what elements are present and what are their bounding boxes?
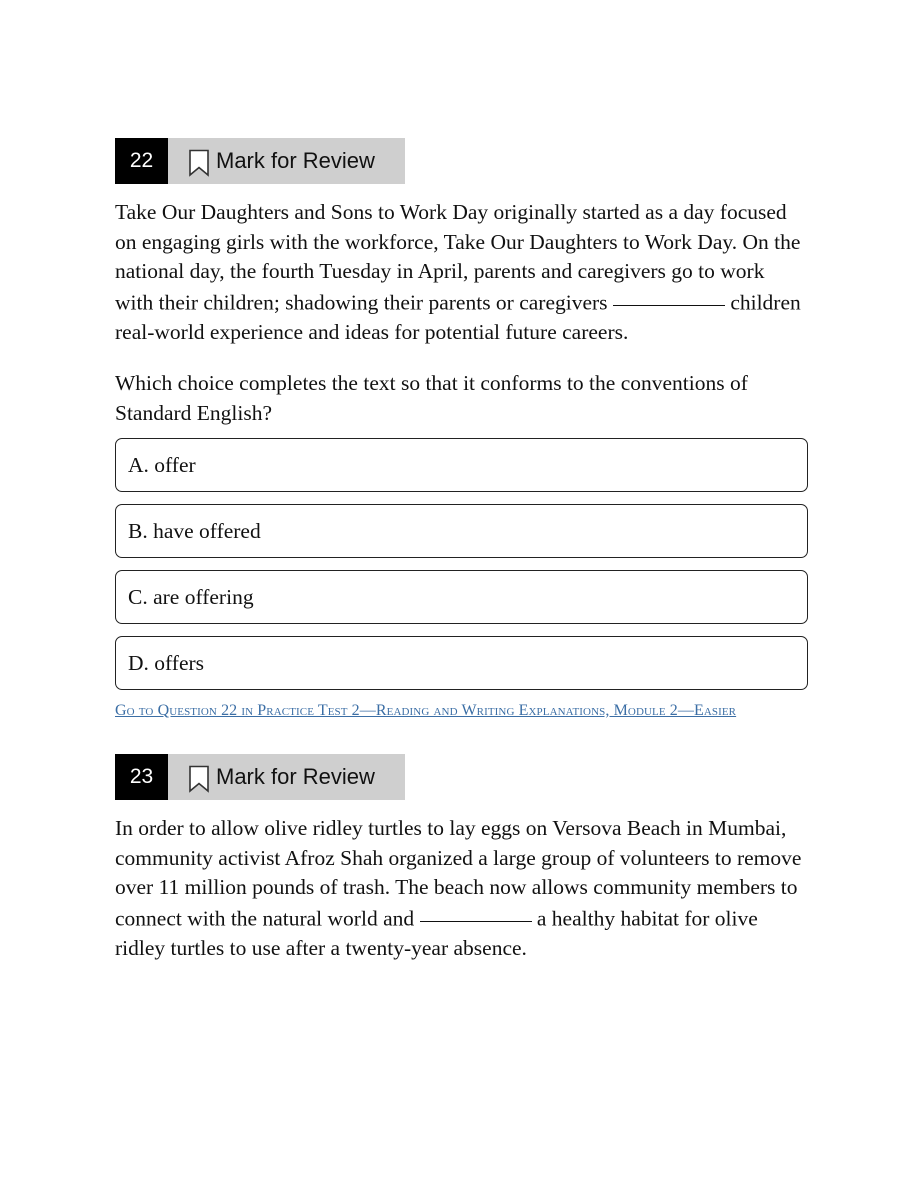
question-22 <box>115 138 808 720</box>
question-prompt: Which choice completes the text so that it conforms to the conventions of Standard English? <box>115 371 748 425</box>
choice-label: A. offer <box>128 452 196 477</box>
mark-for-review-label: Mark for Review <box>216 764 375 789</box>
question-header <box>115 754 405 800</box>
choice-label: C. are offering <box>128 584 254 609</box>
mark-for-review-button[interactable] <box>168 138 405 184</box>
answer-blank <box>420 900 532 923</box>
passage <box>115 198 808 347</box>
answer-choices <box>115 438 808 690</box>
passage <box>115 814 808 963</box>
choice-a[interactable] <box>115 438 808 492</box>
passage-text-before-blank: Take Our Daughters and Sons to Work Day originally started as a day focused on engaging girls with the workforce, Take Our Daughters to Work Day. On the national day, the fourth Tuesday in April, parents and caregivers go to work with their children; shadowing their parents or caregivers <box>115 200 801 314</box>
passage-text-before-blank: In order to allow olive ridley turtles to lay eggs on Versova Beach in Mumbai, community activist Afroz Shah organized a large group of volunteers to remove over 11 million pounds of trash. The beach now allows community members to connect with the natural world and <box>115 816 802 930</box>
passage-text-after-blank: a healthy habitat for olive ridley turtles to use after a twenty-year absence. <box>115 906 758 960</box>
choice-label: B. have offered <box>128 518 261 543</box>
bookmark-icon <box>188 765 210 793</box>
explanation-link[interactable]: Go to Question 22 in Practice Test 2—Reading and Writing Explanations, Module 2—Easier <box>115 702 737 719</box>
mark-for-review-label: Mark for Review <box>216 148 375 173</box>
choice-c[interactable] <box>115 570 808 624</box>
passage-text-after-blank: children real-world experience and ideas for potential future careers. <box>115 290 801 344</box>
question-header <box>115 138 405 184</box>
page-content <box>115 138 808 963</box>
choice-d[interactable] <box>115 636 808 690</box>
question-number: 23 <box>115 754 168 800</box>
question-number: 22 <box>115 138 168 184</box>
answer-blank <box>613 284 725 307</box>
mark-for-review-button[interactable] <box>168 754 405 800</box>
question-23 <box>115 754 808 963</box>
bookmark-icon <box>188 149 210 177</box>
choice-b[interactable] <box>115 504 808 558</box>
choice-label: D. offers <box>128 650 205 675</box>
